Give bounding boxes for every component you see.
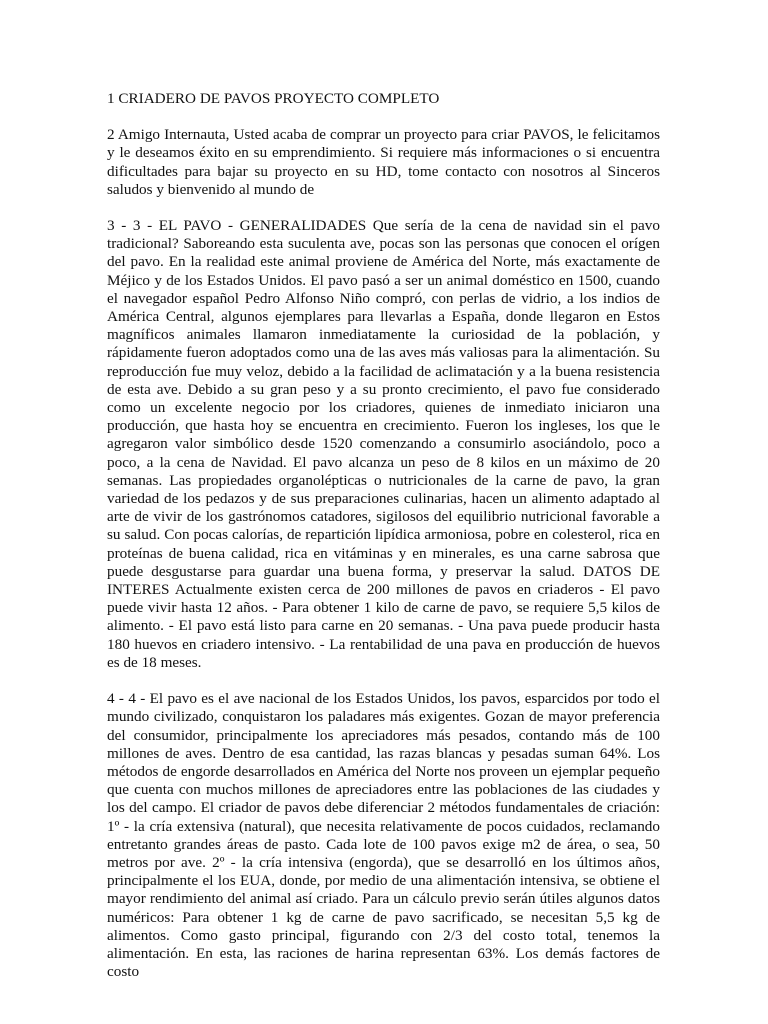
document-page [107,90,660,999]
document-title: 1 CRIADERO DE PAVOS PROYECTO COMPLETO [107,90,440,107]
paragraph-2: 3 - 3 - EL PAVO - GENERALIDADES Que sería de la cena de navidad sin el pavo tradicional? Saboreando esta suculenta ave, pocas son las personas que conocen el orígen del pavo. En la realidad este animal proviene de América del Norte, más exactamente de Méjico y de los Estados Unidos. El pavo pasó a ser un animal doméstico en 1500, cuando el navegador español Pedro Alfonso Niño compró, con perlas de vidrio, a los indios de América Central, algunos ejemplares para llevarlas a España, donde llegaron en Estos magníficos animales llamaron inmediatamente la curiosidad de la población, y rápidamente fueron adoptados como una de las aves más valiosas para la alimentación. Su reproducción fue muy veloz, debido a la facilidad de aclimatación y a la buena resistencia de esta ave. Debido a su gran peso y a su pronto crecimiento, el pavo fue considerado como un excelente negocio por los criadores, quienes de inmediato iniciaron una producción, que hasta hoy se encuentra en crecimiento. Fueron los ingleses, los que le agregaron valor simbólico desde 1520 comenzando a consumirlo asociándolo, poco a poco, a la cena de Navidad. El pavo alcanza un peso de 8 kilos en un máximo de 20 semanas. Las propiedades organolépticas o nutricionales de la carne de pavo, la gran variedad de los pedazos y de sus preparaciones culinarias, hacen un alimento adaptado al arte de vivir de los gastrónomos catadores, sigilosos del equilibrio nutricional favorable a su salud. Con pocas calorías, de repartición lipídica armoniosa, pobre en colesterol, rica en proteínas de buena calidad, rica en vitáminas y en minerales, es una carne sabrosa que puede desgustarse para guardar una buena forma, y preservar la salud. DATOS DE INTERES Actualmente existen cerca de 200 millones de pavos en criaderos - El pavo puede vivir hasta 12 años. - Para obtener 1 kilo de carne de pavo, se requiere 5,5 kilos de alimento. - El pavo está listo para carne en 20 semanas. - Una pava puede producir hasta 180 huevos en criadero intensivo. - La rentabilidad de una pava en producción de huevos es de 18 meses. [107,217,660,671]
paragraph-3: 4 - 4 - El pavo es el ave nacional de los Estados Unidos, los pavos, esparcidos por todo el mundo civilizado, conquistaron los paladares más exigentes. Gozan de mayor preferencia del consumidor, principalmente los apreciadores más pesados, contando más de 100 millones de aves. Dentro de esa cantidad, las razas blancas y pesadas suman 64%. Los métodos de engorde desarrollados en América del Norte nos proveen un ejemplar pequeño que cuenta con muchos millones de apreciadores entre las poblaciones de las ciudades y los del campo. El criador de pavos debe diferenciar 2 métodos fundamentales de criación: 1º - la cría extensiva (natural), que necesita relativamente de pocos cuidados, reclamando entretanto grandes áreas de pasto. Cada lote de 100 pavos exige m2 de área, o sea, 50 metros por ave. 2º - la cría intensiva (engorda), que se desarrolló en los últimos años, principalmente el los EUA, donde, por medio de una alimentación intensiva, se obtiene el mayor rendimiento del animal así criado. Para un cálculo previo serán útiles algunos datos numéricos: Para obtener 1 kg de carne de pavo sacrificado, se necesitan 5,5 kg de alimentos. Como gasto principal, figurando con 2/3 del costo total, tenemos la alimentación. En esta, las raciones de harina representan 63%. Los demás factores de costo [107,690,660,981]
paragraph-1: 2 Amigo Internauta, Usted acaba de comprar un proyecto para criar PAVOS, le felicitamos y le deseamos éxito en su emprendimiento. Si requiere más informaciones o si encuentra dificultades para bajar su proyecto en su HD, tome contacto con nosotros al Sinceros saludos y bienvenido al mundo de [107,126,660,198]
